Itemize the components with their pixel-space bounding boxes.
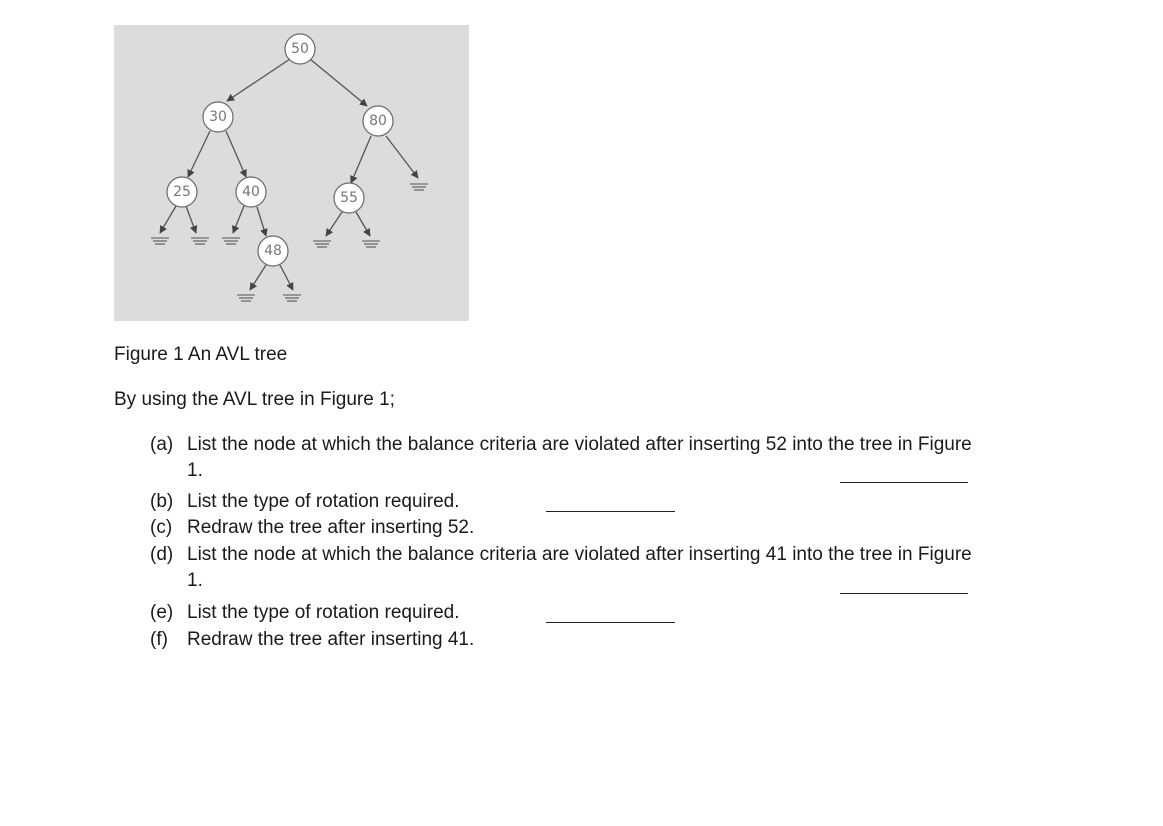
edge-50-30	[227, 59, 290, 101]
null-leaf-48-right	[283, 295, 301, 301]
question-marker: (d)	[150, 544, 174, 565]
intro-text: By using the AVL tree in Figure 1;	[114, 389, 395, 410]
question-text: List the node at which the balance criteria are violated after inserting 52 into the tree in Figure	[187, 434, 972, 455]
question-marker: (a)	[150, 434, 174, 455]
node-label: 55	[340, 190, 358, 206]
avl-tree-diagram	[114, 25, 469, 321]
null-leaf-25-left	[151, 238, 169, 244]
figure-caption: Figure 1 An AVL tree	[114, 344, 288, 365]
question-text: List the type of rotation required.	[187, 491, 460, 512]
tree-node-48	[258, 236, 288, 266]
tree-node-55	[334, 183, 364, 213]
edge-50-80	[310, 59, 367, 106]
edge-80-null	[386, 136, 418, 178]
null-leaf-48-left	[237, 295, 255, 301]
answer-blank-b[interactable]	[546, 511, 675, 512]
question-text: List the node at which the balance criteria are violated after inserting 41 into the tree in Figure	[187, 544, 972, 565]
question-marker: (f)	[150, 629, 168, 650]
answer-blank-d[interactable]	[840, 593, 968, 594]
edge-40-48	[257, 207, 266, 236]
tree-node-25	[167, 177, 197, 207]
edge-55-null-left	[326, 212, 342, 236]
question-text: List the type of rotation required.	[187, 602, 460, 623]
answer-blank-e[interactable]	[546, 622, 675, 623]
tree-node-30	[203, 102, 233, 132]
edge-25-null-left	[160, 206, 176, 233]
null-leaf-55-right	[362, 241, 380, 247]
answer-blank-a[interactable]	[840, 482, 968, 483]
tree-node-40	[236, 177, 266, 207]
null-leaf-55-left	[313, 241, 331, 247]
question-marker: (b)	[150, 491, 174, 512]
edge-25-null-right	[186, 206, 196, 233]
question-text: Redraw the tree after inserting 41.	[187, 629, 475, 650]
edge-30-25	[188, 131, 210, 177]
question-marker: (e)	[150, 602, 174, 623]
edge-55-null-right	[356, 212, 370, 236]
edge-48-null-right	[280, 265, 293, 290]
node-label: 50	[291, 41, 309, 57]
question-marker: (c)	[150, 517, 173, 538]
question-text: Redraw the tree after inserting 52.	[187, 517, 475, 538]
question-continuation: 1.	[187, 460, 203, 481]
edge-40-null-left	[233, 206, 244, 233]
node-label: 80	[369, 113, 387, 129]
edge-48-null-left	[250, 265, 266, 290]
null-leaf-40-left	[222, 238, 240, 244]
node-label: 40	[242, 184, 260, 200]
null-leaf-25-right	[191, 238, 209, 244]
tree-node-80	[363, 106, 393, 136]
node-label: 30	[209, 109, 227, 125]
question-continuation: 1.	[187, 570, 203, 591]
edge-30-40	[226, 131, 246, 177]
node-label: 48	[264, 243, 282, 259]
node-label: 25	[173, 184, 191, 200]
avl-tree-figure	[114, 25, 469, 321]
edge-80-55	[351, 136, 371, 183]
tree-node-50	[285, 34, 315, 64]
null-leaf-80-right	[410, 184, 428, 190]
